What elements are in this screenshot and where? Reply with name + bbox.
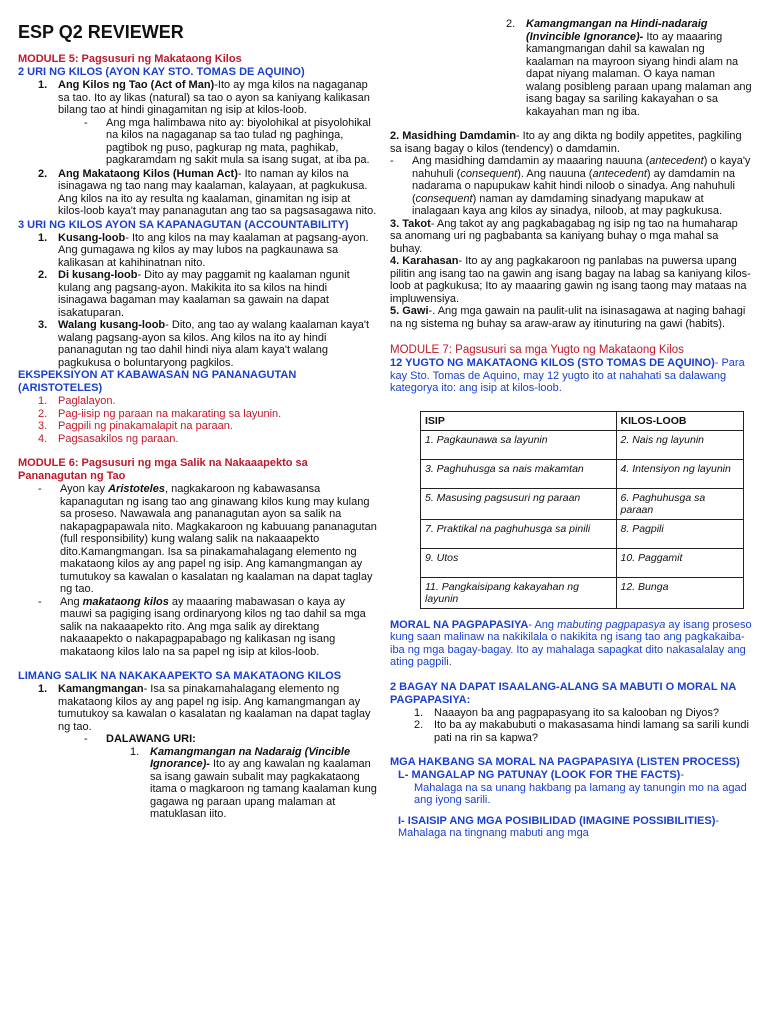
- act-of-man-label: Ang Kilos ng Tao (Act of Man): [58, 79, 215, 91]
- kamangmangan-text: - Isa sa pinakamahalagang elemento ng makataong kilos ay ang papel ng isip. Ang kamangmangan ay tumutukoy sa kawalan o kasalatan ng kaalaman na dapat taglay ng tao.: [58, 683, 371, 733]
- dalawang-uri-label: DALAWANG URI:: [106, 733, 196, 745]
- masidhing-damdamin-dash: - Ang masidhing damdamin ay maaaring nauuna (antecedent) o kaya'y nahuhuli (consequent). Ang nauuna (antecedent) ay damdamin na nadarama o napupukaw kahit hindi niloob o sinadya. Ang nahuhuli (consequent) naman ay damdaming sinadyang mapukaw at inalagaan kaya ang kilos ay sinadya, niloob, at may pagkukusa.: [390, 155, 751, 217]
- act-of-man-item: 1. Ang Kilos ng Tao (Act of Man)-Ito ay mga kilos na nagaganap sa tao. Ito ay likas (natural) sa tao o ayon sa kaniyang kalikasan bilang tao at hindi ginagamitan ng isip at kilos-loob.: [38, 79, 370, 116]
- takot-label: 3. Takot: [390, 217, 431, 230]
- masidhing-damdamin-label: 2. Masidhing Damdamin: [390, 130, 516, 142]
- page-title: ESP Q2 REVIEWER: [18, 22, 184, 42]
- vincible-item: 1. Kamangmangan na Nadaraig (Vincible Ignorance)- Ito ay ang kawalan ng kaalaman sa isang gawain subalit may pagkakataong itama o magkaroon ng tamang kaalaman kung gagawa ng paraan upang malaman at matuklasan iito.: [130, 745, 377, 820]
- di-kusang-loob-label: Di kusang-loob: [58, 269, 138, 281]
- makataong-kilos-paragraph: - Ang makataong kilos ay maaaring mabawasan o kaya ay mauwi sa pagiging isang ordinaryong kilos ng tao dahil sa mga salik na nakaaapekto rito. Ang mga salik ay direktang nakaaapekto o nakapagpapabago ng kalikasan ng isang makataong kilos lalo na sa papel ng isip at kilos-loob.: [38, 595, 366, 658]
- step-item: 2. Pag-iisip ng paraan na makarating sa layunin.: [38, 407, 282, 420]
- gawi-item: [390, 305, 752, 330]
- yugto-item: [390, 357, 752, 395]
- yugto-table: [420, 411, 744, 609]
- bagay-heading: 2 BAGAY NA DAPAT ISAALANG-ALANG SA MABUTI O MORAL NA PAGPAPASIYA:: [390, 680, 736, 706]
- bagay-text: Naaayon ba ang pagpapasyang ito sa kalooban ng Diyos?: [434, 706, 719, 719]
- table-row: [421, 459, 744, 488]
- table-row: [421, 430, 744, 459]
- vincible-label: Kamangmangan na Nadaraig (Vincible Ignorance)-: [150, 745, 351, 770]
- step-item: 1. Paglalayon.: [38, 395, 116, 407]
- kusang-loob-text: - Ito ang kilos na may kaalaman at pagsang-ayon. Ang gumagawa ng kilos ay may lubos na pagkaunawa sa kalikasan at kahihinatnan nito.: [58, 231, 369, 269]
- table-cell: 4. Intensiyon ng layunin: [616, 459, 743, 488]
- walang-kusang-loob-text: - Dito, ang tao ay walang kaalaman kaya't walang pagsang-ayon sa kilos. Ang kilos na ito ay hindi pananagutan ng tao dahil hindi niya alam kaya't walang pagkukusa o boluntaryong pagkilos.: [58, 319, 370, 369]
- vincible-text: Ito ay ang kawalan ng kaalaman sa isang gawain subalit may pagkakataong itama o magkaroon ng tamang kaalaman kung gagawa ng paraan upang malaman at matuklasan iito.: [150, 758, 377, 820]
- module7-heading: MODULE 7: Pagsusuri sa mga Yugto ng Makataong Kilos: [390, 344, 684, 356]
- moral-em: mabuting pagpapasya: [557, 618, 666, 631]
- aristoteles-pre: Ayon kay: [60, 483, 109, 495]
- table-header-kilos-loob: KILOS-LOOB: [616, 411, 743, 430]
- kamangmangan-label: Kamangmangan: [58, 683, 144, 695]
- human-act-text: - Ito naman ay kilos na isinagawa ng tao nang may kaalaman, kalayaan, at pagkukusa. Ang kilos na ito ay resulta ng kaalaman, ginamitan ng isip at kilos-loob kaya't may pananagutan ang tao sa pagsasagawa nito.: [58, 167, 377, 217]
- moral-text: ay isang proseso kung saan malinaw na nakikilala o nakikita ng isang tao ang pagkakaiba-iba ng mga bagay-bagay. Ito ay mahalaga sapagkat dito nakasalalay ang ating pagpili.: [390, 618, 752, 668]
- look-facts-item: L- MANGALAP NG PATUNAY (LOOK FOR THE FACTS)-: [398, 769, 685, 781]
- look-facts-text: Mahalaga na sa unang hakbang pa lamang ay tanungin mo na agad ang iyong sarili.: [414, 781, 747, 806]
- imagine-label: I- ISAISIP ANG MGA POSIBILIDAD (IMAGINE POSSIBILITIES): [398, 814, 716, 827]
- moral-label: MORAL NA PAGPAPASIYA: [390, 618, 529, 631]
- table-cell: 11. Pangkaisipang kakayahan ng layunin: [421, 577, 617, 608]
- act-of-man-example-text: Ang mga halimbawa nito ay: biyolohikal at pisyolohikal na kilos na nagaganap sa tao tulad ng paghinga, pagtibok ng puso, pagkurap ng mata, paghikab, pagkaramdam ng sakit mula sa isang sugat, at iba pa.: [106, 116, 371, 166]
- aristoteles-name: Aristoteles: [108, 483, 165, 495]
- makataong-kilos-pre: Ang: [60, 595, 83, 608]
- walang-kusang-loob-item: 3. Walang kusang-loob- Dito, ang tao ay walang kaalaman kaya't walang pagsang-ayon sa kilos. Ang kilos na ito ay hindi pananagutan ng tao dahil hindi niya alam kaya't walang pagkukusa o boluntaryong pagkilos.: [38, 319, 370, 369]
- act-of-man-example: - Ang mga halimbawa nito ay: biyolohikal at pisyolohikal na kilos na nagaganap sa tao tulad ng paghinga, pagtibok ng puso, pagkurap ng mata, paghikab, pagkaramdam ng sakit mula sa isang sugat, at iba pa.: [84, 117, 378, 167]
- table-cell: 8. Pagpili: [616, 519, 743, 548]
- bagay-text: Ito ba ay makabubuti o makasasama hindi lamang sa sarili kundi pati na rin sa kapwa?: [434, 719, 749, 744]
- module5-sub2: 3 URI NG KILOS AYON SA KAPANAGUTAN (ACCOUNTABILITY): [18, 218, 349, 231]
- table-cell: 10. Paggamit: [616, 548, 743, 577]
- makataong-kilos-name: makataong kilos: [82, 595, 169, 608]
- takot-text: - Ang takot ay ang pagkabagabag ng isip ng tao na humaharap sa anomang uri ng pagbabanta sa kaniyang buhay o mga mahal sa buhay.: [390, 217, 738, 255]
- step-item: 4. Pagsasakilos ng paraan.: [38, 432, 179, 445]
- masidhing-damdamin-detail: Ang masidhing damdamin ay maaaring nauuna (antecedent) o kaya'y nahuhuli (consequent). Ang nauuna (antecedent) ay damdamin na nadarama o napupukaw kahit hindi niloob o sinadya. Ang nahuhuli (consequent) naman ay damdaming sinadyang mapukaw at inalagaan kaya ang kilos ay sinadya, niloob, at may pagkukusa.: [412, 155, 751, 217]
- human-act-item: 2. Ang Makataong Kilos (Human Act)- Ito naman ay kilos na isinagawa ng tao nang may kaalaman, kalayaan, at pagkukusa. Ang kilos na ito ay resulta ng kaalaman, ginamitan ng isip at kilos-loob kaya't may pananagutan ang tao sa pagsasagawa nito.: [38, 167, 377, 217]
- step-text: Pag-iisip ng paraan na makarating sa layunin.: [58, 407, 282, 420]
- kusang-loob-item: 1. Kusang-loob- Ito ang kilos na may kaalaman at pagsang-ayon. Ang gumagawa ng kilos ay may lubos na pagkaunawa sa kalikasan at kahihinatnan nito.: [38, 231, 369, 269]
- table-cell: 12. Bunga: [616, 577, 743, 608]
- table-row: [421, 548, 744, 577]
- step-text: Pagpili ng pinakamalapit na paraan.: [58, 420, 233, 432]
- moral-pagpapasiya: [390, 619, 752, 669]
- karahasan-label: 4. Karahasan: [390, 255, 459, 267]
- table-row: [421, 519, 744, 548]
- table-cell: 2. Nais ng layunin: [616, 430, 743, 459]
- table-cell: 1. Pagkaunawa sa layunin: [421, 430, 617, 459]
- yugto-label: 12 YUGTO NG MAKATAONG KILOS (STO TOMAS DE AQUINO): [390, 357, 715, 369]
- walang-kusang-loob-label: Walang kusang-loob: [58, 319, 166, 331]
- table-cell: 9. Utos: [421, 548, 617, 577]
- module5-sub1: 2 URI NG KILOS (AYON KAY STO. TOMAS DE AQUINO): [18, 66, 305, 78]
- gawi-label: 5. Gawi: [390, 305, 429, 317]
- makataong-kilos-text: ay maaaring mabawasan o kaya ay mauwi sa pagiging isang ordinaryong kilos ng tao dahil sa mga salik na nakaaapekto rito. Ang mga salik ay direktang nakaaapekto o nakapagpapabago ng kalikasan ng isang makataong kilos lalo na sa papel ng isip at kilos-loob.: [60, 595, 366, 658]
- kusang-loob-label: Kusang-loob: [58, 231, 126, 244]
- table-header-isip: ISIP: [421, 411, 617, 430]
- table-cell: 6. Paghuhusga sa paraan: [616, 488, 743, 519]
- table-cell: 5. Masusing pagsusuri ng paraan: [421, 488, 617, 519]
- right-column: [390, 18, 752, 840]
- bagay-item: 2. Ito ba ay makabubuti o makasasama hindi lamang sa sarili kundi pati na rin sa kapwa?: [414, 719, 752, 744]
- step-item: 3. Pagpili ng pinakamalapit na paraan.: [38, 420, 233, 432]
- invincible-item: 2. Kamangmangan na Hindi-nadaraig (Invincible Ignorance)- Ito ay maaaring kamangmangan dahil sa kawalan ng kaalaman na mayroon siyang hindi alam na dapat niyang malaman. O kaya naman walang posibleng paraan upang malaman ang isang bagay sa sariling kakayahan o sa kakayahan man ng iba.: [506, 18, 752, 118]
- di-kusang-loob-text: - Dito ay may paggamit ng kaalaman ngunit kulang ang pagsang-ayon. Makikita ito sa kilos na hindi isinagawa bagaman may kaalaman sa gawain na dapat isakatuparan.: [58, 269, 350, 319]
- limang-salik-heading: LIMANG SALIK NA NAKAKAAPEKTO SA MAKATAONG KILOS: [18, 670, 342, 682]
- yugto-text: - Para kay Sto. Tomas de Aquino, may 12 yugto ito at nahahati sa dalawang kategorya ito: ang isip at kilos-loob.: [390, 357, 745, 394]
- table-cell: 7. Praktikal na paghuhusga sa pinili: [421, 519, 617, 548]
- table-row: [421, 577, 744, 608]
- imagine-item: [398, 815, 752, 840]
- left-column: [18, 18, 378, 821]
- di-kusang-loob-item: 2. Di kusang-loob- Dito ay may paggamit ng kaalaman ngunit kulang ang pagsang-ayon. Makikita ito sa kilos na hindi isinagawa bagaman may kaalaman sa gawain na dapat isakatuparan.: [38, 269, 350, 319]
- table-row: [421, 488, 744, 519]
- step-text: Paglalayon.: [58, 395, 116, 407]
- aristoteles-paragraph: - Ayon kay Aristoteles, nagkakaroon ng kabawasansa kapanagutan ng isang tao ang ginawang kilos kung may kulang sa proseso. Nawawala ang pananagutan ayon sa salik na nakapagpapawala nito. Magkakaroon ng kabuuang pananagutan (full responsibility) kung walang salik na nakaaapekto dito.Kamangmangan. Isa sa pinakamahalagang elemento ng makataong kilos ay ang papel ng isip. Ang kamangmangan ay tumutukoy sa kawalan o kasalatan ng kaalaman na dapat taglay ng tao.: [38, 483, 377, 595]
- karahasan-text: - Ito ay ang pagkakaroon ng panlabas na puwersa upang pilitin ang isang tao na gawin ang isang bagay na labag sa kaniyang kilos-loob at pagkukusa; Ito ay maaaring gawin ng isang taong may mataas na impluwensiya.: [390, 255, 751, 305]
- gawi-text: -. Ang mga gawain na paulit-ulit na isinasagawa at naging bahagi na ng sistema ng buhay sa araw-araw ay itinuturing na gawi (habits).: [390, 305, 746, 330]
- kamangmangan-item: 1. Kamangmangan- Isa sa pinakamahalagang elemento ng makataong kilos ay ang papel ng isip. Ang kamangmangan ay tumutukoy sa kawalan o kasalatan ng kaalaman na dapat taglay ng tao.: [38, 683, 371, 733]
- module5-heading: MODULE 5: Pagsusuri ng Makataong Kilos: [18, 53, 242, 65]
- table-cell: 3. Paghuhusga sa nais makamtan: [421, 459, 617, 488]
- bagay-item: 1. Naaayon ba ang pagpapasyang ito sa kalooban ng Diyos?: [414, 706, 719, 719]
- masidhing-damdamin-text: - Ito ay ang dikta ng bodily appetites, pagkiling sa isang bagay o kilos (tendency) o damdamin.: [390, 130, 742, 155]
- takot-item: [390, 218, 752, 256]
- step-text: Pagsasakilos ng paraan.: [58, 432, 179, 445]
- human-act-label: Ang Makataong Kilos (Human Act): [58, 167, 238, 180]
- table-header-row: [421, 411, 744, 430]
- act-of-man-text: -Ito ay mga kilos na nagaganap sa tao. Ito ay likas (natural) sa tao o ayon sa kaniyang kalikasan bilang tao at hindi ginagamitan ng isip at kilos-loob.: [58, 79, 370, 116]
- aristoteles-text: , nagkakaroon ng kabawasansa kapanagutan ng isang tao ang ginawang kilos kung may kulang sa proseso. Nawawala ang pananagutan ayon sa salik na nakapagpapawala nito. Magkakaroon ng kabuuang pananagutan (full responsibility) kung walang salik na nakaaapekto dito.Kamangmangan. Isa sa pinakamahalagang elemento ng makataong kilos ay ang papel ng isip. Ang kamangmangan ay tumutukoy sa kawalan o kasalatan ng kaalaman na dapat taglay ng tao.: [60, 483, 377, 595]
- module6-heading: MODULE 6: Pagsusuri ng mga Salik na Nakaaapekto sa Pananagutan ng Tao: [18, 457, 308, 482]
- moral-mid: - Ang: [528, 618, 558, 631]
- dalawang-uri: - DALAWANG URI:: [84, 733, 196, 745]
- imagine-text: - Mahalaga na tingnang mabuti ang mga: [398, 814, 720, 839]
- karahasan-item: [390, 255, 752, 305]
- module5-sub3: EKSPEKSIYON AT KABAWASAN NG PANANAGUTAN (ARISTOTELES): [18, 369, 297, 394]
- invincible-text: Ito ay maaaring kamangmangan dahil sa kawalan ng kaalaman na mayroon siyang hindi alam na dapat niyang malaman. O kaya naman walang posibleng paraan upang malaman ang isang bagay sa sariling kakayahan o sa kakayahan man ng iba.: [526, 30, 752, 118]
- invincible-label: Kamangmangan na Hindi-nadaraig (Invincible Ignorance)-: [526, 18, 708, 43]
- hakbang-heading: MGA HAKBANG SA MORAL NA PAGPAPASIYA (LISTEN PROCESS): [390, 756, 740, 768]
- look-facts-label: L- MANGALAP NG PATUNAY (LOOK FOR THE FACTS): [398, 769, 681, 781]
- masidhing-damdamin-item: [390, 130, 752, 155]
